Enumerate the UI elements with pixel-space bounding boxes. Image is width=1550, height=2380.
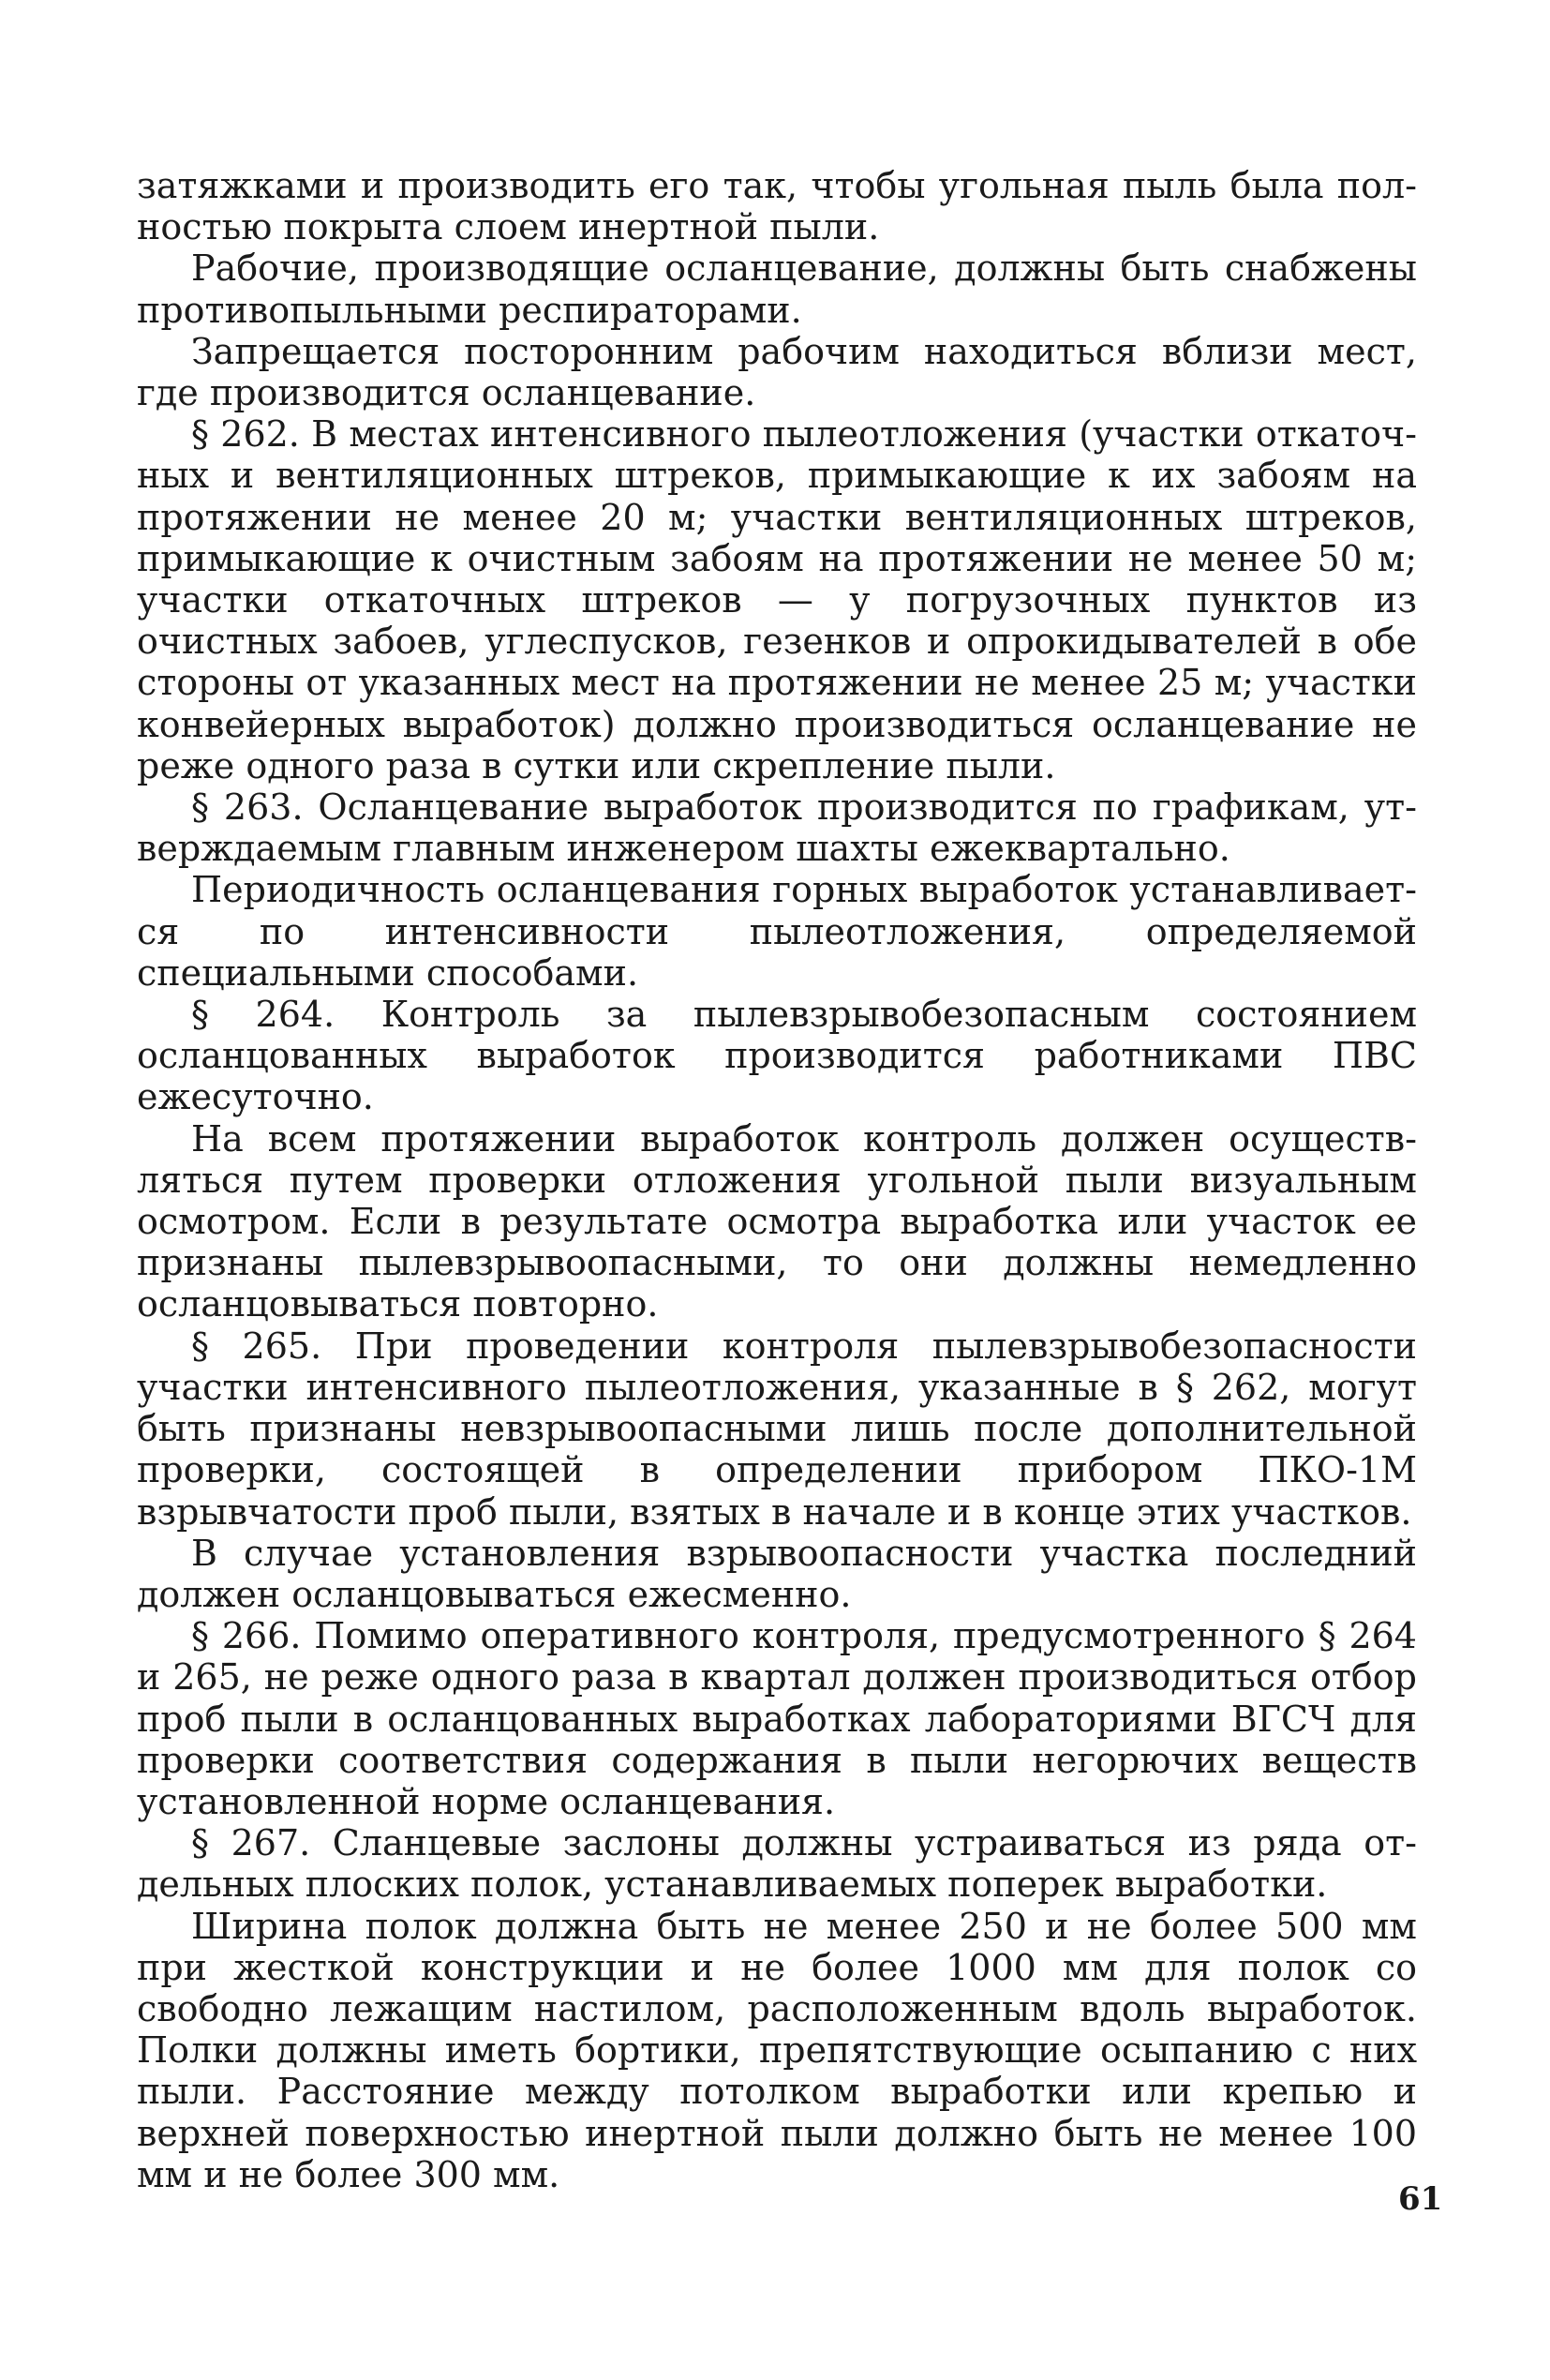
paragraph-visual-inspection: На всем протяжении выработок контроль должен осуществляться путем проверки отложения угольной пыли визуальным осмотром. Если в результате осмотра выработка или участок ее признаны пылевзрывоопасными, то они должны немедленно осланцовываться повторно. [137, 1117, 1417, 1325]
paragraph-explosion-hazard: В случае установления взрывоопасности участка последний должен осланцовываться ежесменно. [137, 1532, 1417, 1615]
paragraph-respirators: Рабочие, производящие осланцевание, должны быть снабжены противопыльными респираторами. [137, 247, 1417, 331]
section-263: § 263. Осланцевание выработок производится по графикам, утверждаемым главным инженером шахты ежеквартально. [137, 786, 1417, 870]
page-number: 61 [1398, 2180, 1443, 2218]
section-262: § 262. В местах интенсивного пылеотложения (участки откаточных и вентиляционных штреков, примыкающие к их забоям на протяжении не менее 20 м; участки вентиляционных штреков, примыкающие к очистным забоям на протяжении не менее 50 м; участки откаточных штреков — у погрузочных пунктов из очистных забоев, углеспусков, гезенков и опрокидывателей в обе стороны от указанных мест на протяжении не менее 25 м; участки конвейерных выработок) должно производиться осланцевание не реже одного раза в сутки или скрепление пыли. [137, 413, 1417, 786]
paragraph-prohibition: Запрещается посторонним рабочим находиться вблизи мест, где производится осланцевание. [137, 330, 1417, 414]
paragraph-continuation: затяжками и производить его так, чтобы угольная пыль была полностью покрыта слоем инертной пыли. [137, 165, 1417, 248]
section-265: § 265. При проведении контроля пылевзрывобезопасности участки интенсивного пылеотложения, указанные в § 262, могут быть признаны невзрывоопасными лишь после дополнительной проверки, состоящей в определении прибором ПКО-1М взрывчатости проб пыли, взятых в начале и в конце этих участков. [137, 1325, 1417, 1533]
section-264: § 264. Контроль за пылевзрывобезопасным состоянием осланцованных выработок производится работниками ПВС ежесуточно. [137, 994, 1417, 1118]
paragraph-periodicity: Периодичность осланцевания горных выработок устанавливается по интенсивности пылеотложения, определяемой специальными способами. [137, 869, 1417, 994]
section-267: § 267. Сланцевые заслоны должны устраиваться из ряда отдельных плоских полок, устанавливаемых поперек выработки. [137, 1822, 1417, 1906]
paragraph-shelf-width: Ширина полок должна быть не менее 250 и не более 500 мм при жесткой конструкции и не более 1000 мм для полок со свободно лежащим настилом, расположенным вдоль выработок. Полки должны иметь бортики, препятствующие осыпанию с них пыли. Расстояние между потолком выработки или крепью и верхней поверхностью инертной пыли должно быть не менее 100 мм и не более 300 мм. [137, 1905, 1417, 2195]
body-text [137, 165, 1417, 2195]
section-266: § 266. Помимо оперативного контроля, предусмотренного § 264 и 265, не реже одного раза в квартал должен производиться отбор проб пыли в осланцованных выработках лабораториями ВГСЧ для проверки соответствия содержания в пыли негорючих веществ установленной норме осланцевания. [137, 1615, 1417, 1822]
